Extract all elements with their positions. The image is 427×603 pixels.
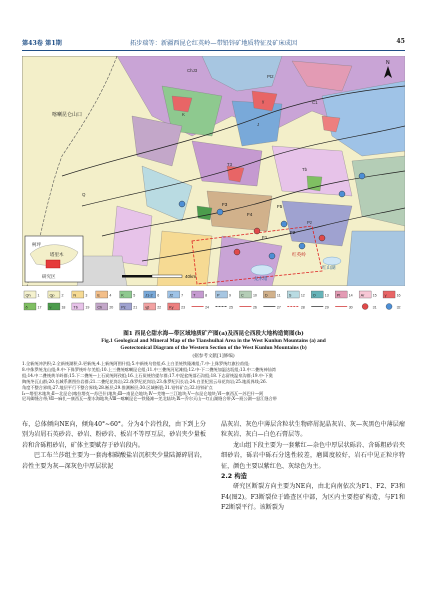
legend-code: K bbox=[121, 293, 124, 298]
legend-code: S bbox=[288, 293, 292, 298]
legend-code: J2 bbox=[169, 293, 174, 298]
note-line: 陶统冬瓦山群;20.长城系赛图拉岩群;21.二叠纪花岗岩;22.侏罗纪花岗岩;23.侏罗纪闪长岩;24.白垩纪黑云母花岗岩;25.地质界线;26. bbox=[22, 378, 267, 384]
unit-label-q: Q bbox=[82, 192, 86, 197]
legend-symbol-31 bbox=[362, 304, 377, 310]
legend-code: O bbox=[312, 293, 316, 298]
section-heading: 2.2 构造 bbox=[221, 473, 247, 481]
legend-number: 19 bbox=[85, 305, 90, 310]
running-title: 拓步瑞等：新疆西昆仑红英岭—带铅锌矿地质特征及矿床成因 bbox=[129, 40, 298, 47]
legend-number: 23 bbox=[181, 305, 186, 310]
legend-symbol-26 bbox=[239, 305, 257, 309]
unit-label-t3: T3 bbox=[227, 162, 233, 167]
legend-swatch-15 bbox=[359, 291, 377, 298]
legend-swatch-8 bbox=[192, 291, 208, 298]
legend-number: 4 bbox=[109, 293, 112, 298]
unit-label-j: J bbox=[257, 122, 260, 127]
legend-swatch-19 bbox=[72, 303, 90, 310]
body-column-left bbox=[22, 420, 206, 472]
note-line: Ⅰ₂—塔里木地块;Ⅱ—北昆仑(喀拉塔克—苏巴什)地块;Ⅲ—南昆仑地块;Ⅳ—羌塘—三江地块;Ⅴ—东昆仑地块;Ⅵ—康西瓦—苏巴什—阿 bbox=[22, 390, 264, 396]
inset-label-study-area: 研究区 bbox=[42, 274, 56, 279]
place-hongyingling: 红英岭 bbox=[292, 252, 306, 257]
unit-label-pt2: Pt2 bbox=[267, 74, 274, 79]
legend-symbol-28 bbox=[287, 305, 305, 309]
legend-swatch-14 bbox=[335, 291, 353, 298]
legend-code: Ar bbox=[360, 293, 365, 298]
legend-number: 20 bbox=[109, 305, 114, 310]
legend-number: 16 bbox=[396, 293, 401, 298]
figure-notes bbox=[22, 361, 405, 402]
legend-code: Pz bbox=[121, 305, 126, 310]
legend-number: 1 bbox=[37, 293, 40, 298]
legend-code: J1-2 bbox=[145, 293, 153, 298]
legend-code: N bbox=[73, 293, 77, 298]
inset-label-tarim: 塔里木 bbox=[50, 252, 64, 257]
legend-swatch-16 bbox=[383, 291, 401, 298]
legend-swatch-3 bbox=[72, 291, 88, 298]
unit-label-k: K bbox=[182, 112, 185, 117]
unit-label-tb: Tb bbox=[302, 167, 308, 172]
paragraph: 龙山组下段主要为一套紫红—杂色中厚层状砾岩、含砾粗砂岩夹细砂岩，砾岩中砾石分选性较差，磨圆度较好，岩石中见正粒序特征，颜色主要以紫红色、灰绿色为主。 bbox=[221, 441, 405, 470]
legend-number: 9 bbox=[229, 293, 231, 298]
legend-swatch-9 bbox=[216, 291, 232, 298]
legend-number: 18 bbox=[61, 305, 66, 310]
legend-number: 25 bbox=[229, 305, 233, 310]
legend-number: 24 bbox=[205, 305, 210, 310]
figure-caption-en-line1: Fig.1 Geological and Mineral Map of the Tianshuihai Area in the West Kunlun Mountains (a) and bbox=[101, 338, 326, 344]
legend-code: Pt bbox=[336, 293, 341, 298]
place-hongshan-lake: 红山湖 bbox=[322, 265, 336, 270]
unit-label-gamma: γ bbox=[262, 99, 265, 104]
unit-label-chj3: ChJ3 bbox=[187, 68, 198, 73]
legend-swatch-22 bbox=[144, 303, 162, 310]
figure-source: (据参考文献[1]修编) bbox=[192, 354, 235, 359]
legend-code: γβ bbox=[145, 305, 150, 310]
legend-swatch-11 bbox=[263, 291, 280, 298]
legend-number: 28 bbox=[300, 305, 305, 310]
legend-number: 13 bbox=[324, 293, 329, 298]
legend-number: 7 bbox=[181, 293, 184, 298]
legend-code: Ch bbox=[97, 305, 103, 310]
legend-number: 10 bbox=[252, 293, 257, 298]
legend-swatch-18 bbox=[48, 303, 66, 310]
fault-label-f3: F3 bbox=[222, 202, 228, 207]
legend-code: P bbox=[217, 293, 220, 298]
legend-code: T bbox=[193, 293, 196, 298]
fault-label-f4: F4 bbox=[247, 212, 253, 217]
figure-caption-en bbox=[22, 338, 405, 352]
legend-swatch-12 bbox=[287, 291, 305, 298]
legend-number: 17 bbox=[37, 305, 42, 310]
legend-number: 6 bbox=[157, 293, 160, 298]
legend-symbol-24 bbox=[192, 305, 210, 309]
note-line: 8.中侏罗统龙山组;9.中-下侏罗统叶尔羌组;10.上三叠统喀喇昆仑组;11.中三叠统河尾滩组;12.中-下二叠统加温达坂组;13.中二叠统神仙湾 bbox=[22, 366, 276, 372]
legend-code: Qh bbox=[25, 293, 31, 298]
legend-symbol-32 bbox=[386, 304, 401, 310]
legend-number: 8 bbox=[205, 293, 208, 298]
legend-swatch-7 bbox=[168, 291, 184, 298]
figure-caption-en-line2: Geotectonical Diagram of the Western Section of the West Kunlun Mountains (b) bbox=[120, 345, 307, 351]
legend-swatch-1 bbox=[24, 291, 40, 298]
legend-swatch-10 bbox=[239, 291, 257, 298]
legend-number: 11 bbox=[276, 293, 281, 298]
legend-swatch-20 bbox=[96, 303, 114, 310]
paragraph: 晶灰岩、灰色中薄层含粒状生物碎屑泥晶灰岩、灰—灰黑色中薄层瘤粒灰岩、灰白—白色石膏层等。 bbox=[221, 421, 405, 439]
unit-label-pz: Pz bbox=[307, 220, 313, 225]
fault-label-f2: F2 bbox=[290, 230, 296, 235]
legend-swatch-2 bbox=[48, 291, 64, 298]
volume-label: 第43卷 第1期 bbox=[22, 40, 62, 47]
inset-label-kalpin: 柯坪 bbox=[32, 242, 41, 247]
legend-number: 29 bbox=[324, 305, 329, 310]
legend-number: 22 bbox=[157, 305, 162, 310]
running-header bbox=[22, 38, 405, 50]
legend-number: 21 bbox=[133, 305, 138, 310]
inset-study-area bbox=[46, 260, 60, 268]
legend-swatch-4 bbox=[96, 291, 112, 298]
north-label: N bbox=[386, 60, 390, 66]
legend-symbol-29 bbox=[311, 305, 329, 309]
note-line: 尼玛卿缝合带;Ⅶ—麻扎—康西瓦—甜水海地块;Ⅷ—喀喇昆仑—铁隆滩—羌北陆块;Ⅸ—乔尔天山—红山湖缝合带;Ⅹ—班公湖—怒江缝合带 bbox=[22, 396, 277, 402]
legend-number: 5 bbox=[133, 293, 136, 298]
map-legend bbox=[22, 290, 405, 328]
legend-code: Kγ bbox=[169, 305, 174, 310]
legend-swatch-13 bbox=[311, 291, 329, 298]
legend-code: D bbox=[264, 293, 268, 298]
legend-number: 32 bbox=[396, 305, 401, 310]
legend-number: 3 bbox=[85, 293, 88, 298]
unit-label-c1: C1 bbox=[312, 100, 318, 105]
legend-number: 2 bbox=[61, 293, 64, 298]
legend-swatch-5 bbox=[120, 291, 136, 298]
body-column-right bbox=[221, 420, 405, 514]
paragraph: 巴工布兰莎组主要为一套海相碳酸盐岩沉积夹少量陆源碎屑岩，岩性主要为灰—深灰色中厚层状泥 bbox=[22, 452, 206, 470]
place-kalakunlun: 喀喇昆仑山口 bbox=[52, 112, 83, 118]
place-dragon-lake: 龙木错 bbox=[254, 276, 268, 281]
page-number: 45 bbox=[396, 38, 405, 45]
legend-number: 27 bbox=[276, 305, 281, 310]
legend-swatch-17 bbox=[24, 303, 42, 310]
legend-number: 12 bbox=[300, 293, 305, 298]
fault-label-f1: F1 bbox=[262, 235, 268, 240]
scale-label: 40km bbox=[185, 274, 197, 279]
note-line: 角度不整合界线;27.地层平行不整合界线;28.断层;29.推测断层;30.区域断裂;31.铅锌矿点;32.铅锌矿点 bbox=[22, 384, 213, 390]
legend-swatch-21 bbox=[120, 303, 138, 310]
paragraph: 研究区断裂方向主要为NE向，由北向南依次为F1、F2、F3和F4(图2)。F3断裂位于路查区中部，为区内主要控矿构造，与F1和F2断裂平行。该断裂为 bbox=[221, 483, 405, 512]
legend-number: 31 bbox=[372, 305, 377, 310]
legend-code: δ bbox=[25, 305, 28, 310]
note-line: 1.全新统冲洪积;2.全新统湖积;3.更新统;4.上新统阿图什组;5.中新统乌恰组;6.上白垩统铁隆滩组;7.中-上侏罗统红旗拉甫组; bbox=[22, 361, 250, 366]
legend-code: E bbox=[97, 293, 100, 298]
legend-code: C bbox=[240, 293, 244, 298]
legend-code: γ bbox=[384, 293, 387, 298]
legend-swatch-6 bbox=[144, 291, 160, 298]
legend-swatch-23 bbox=[168, 303, 186, 310]
legend-number: 14 bbox=[348, 293, 353, 298]
note-line: 组;14.中二叠统黄羊岭群;15.下二叠统—上石炭统阿孜组;16.上石炭统恰提尔群;17.中泥盆统落石沟组;18.下志留统温泉沟群;19.中-下奥 bbox=[22, 372, 273, 378]
legend-number: 30 bbox=[348, 305, 353, 310]
geological-map bbox=[22, 56, 405, 286]
figure-caption-zh: 图1 西昆仑甜水海—带区域地质矿产图(a)及西昆仑西段大地构造简图(b) bbox=[123, 331, 304, 337]
fault-label-f5: F5 bbox=[277, 204, 283, 209]
paragraph: 布，总体倾向NE向，倾角40°~60°。分为4个岩性段，由下到上分别为岩屑石英砂岩、砂岩、粉砂岩、板岩不等厚互层，砂岩夹少量板岩和含砾粗砂岩，矿体主要赋存于砂岩段内。 bbox=[22, 421, 206, 449]
legend-number: 26 bbox=[252, 305, 257, 310]
legend-code: Qp bbox=[49, 293, 55, 298]
header-rule bbox=[22, 50, 405, 51]
legend-code: ν bbox=[49, 305, 52, 310]
legend-code: Tb bbox=[73, 305, 78, 310]
legend-symbol-30 bbox=[335, 305, 353, 309]
legend-symbol-25 bbox=[216, 305, 234, 309]
legend-symbol-27 bbox=[263, 305, 281, 309]
legend-number: 15 bbox=[372, 293, 377, 298]
